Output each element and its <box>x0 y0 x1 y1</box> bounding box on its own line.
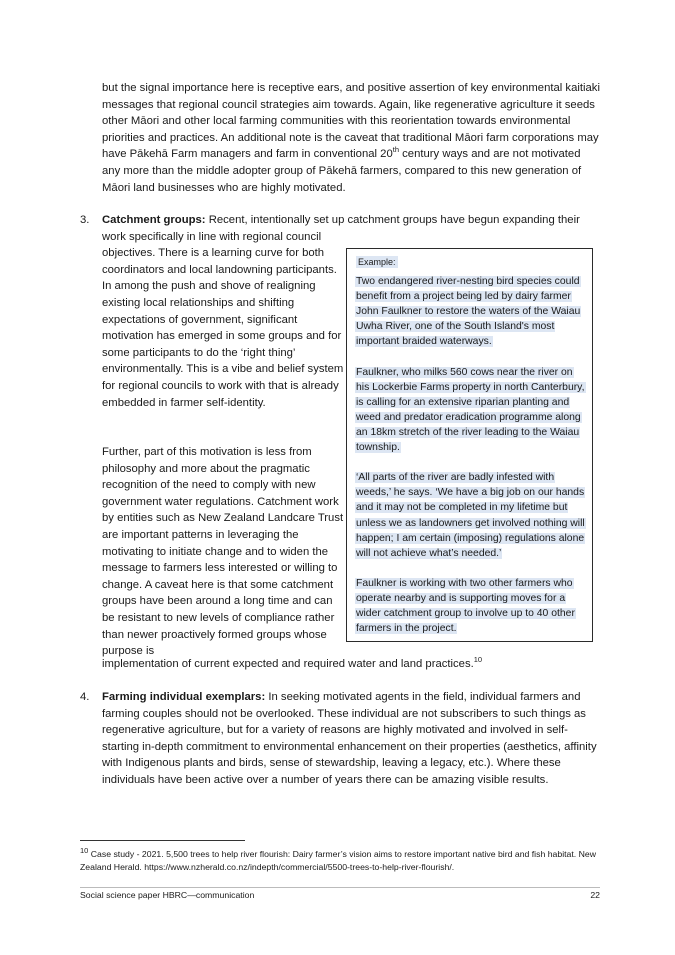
ordinal-superscript: th <box>392 145 400 155</box>
intro-paragraph-text: but the signal importance here is receptive ears, and positive assertion of key environmental kaitiaki messages that regional council strategies aim towards. Again, like regenerative agriculture it seeds other Māori and other local farming communities with this reorientation towards environmental priorities and practices. An additional note is the caveat that traditional Māori farm corporations may have Pākehā Farm managers and farm in conventional 20 <box>102 82 600 161</box>
list-number: 3. <box>80 214 90 226</box>
footnote-divider <box>80 840 245 841</box>
footer-title: Social science paper HBRC—communication <box>80 890 255 900</box>
list-item-first-line <box>102 212 600 229</box>
list-item-heading: Farming individual exemplars: <box>102 691 266 703</box>
list-item-text <box>102 689 600 789</box>
list-item-line: Recent, intentionally set up catchment groups have begun expanding their <box>205 214 580 226</box>
example-paragraph <box>355 470 585 561</box>
list-item-last-line-text: implementation of current expected and required water and land practices. <box>102 658 474 670</box>
list-item-last-line <box>102 656 600 673</box>
footnote-number: 10 <box>80 846 89 856</box>
intro-paragraph-tail: century ways and are not motivated any more than the middle adopter group of Pākehā farmers, compared to this new generation of Māori land businesses who are highly motivated. <box>102 148 582 194</box>
example-paragraph <box>355 274 585 349</box>
footnote-text: Case study - 2021. 5,500 trees to help river flourish: Dairy farmer’s vision aims to restore important native bird and fish habitat. New Zealand Herald. https://www.nzherald.co.nz/indepth/commercial/5500-trees-to-help-river-flourish/. <box>80 849 596 872</box>
example-body <box>355 274 585 651</box>
example-box <box>346 248 593 642</box>
example-paragraph-text: ‘All parts of the river are badly infested with weeds,’ he says. ‘We have a big job on our hands and it may not be completed in my lifetime but unless we as landowners get involved nothing will happen; I am certain (imposing) regulations alone will not achieve what’s needed.’ <box>356 472 585 559</box>
intro-paragraph <box>102 80 600 196</box>
list-item-heading: Catchment groups: <box>102 214 206 226</box>
footnote-reference[interactable]: 10 <box>473 655 483 665</box>
example-paragraph-text: Two endangered river-nesting bird species could benefit from a project being led by dairy farmer John Faulkner to restore the waters of the Waiau Uwha River, one of the South Island's most important braided waterways. <box>356 276 581 348</box>
example-paragraph <box>355 576 585 636</box>
wrapped-paragraph-2: Further, part of this motivation is less from philosophy and more about the pragmatic recognition of the need to comply with new government water regulations. Catchment work by entities such as New Zealand Landcare Trust are important patterns in leveraging the motivating to initiate change and to widen the message to farmers less interested or willing to change. A caveat here is that some catchment groups have been around a long time and can be resistant to new levels of compliance rather than newer proactively formed groups whose purpose is <box>102 446 344 658</box>
wrapped-paragraph-1: work specifically in line with regional council objectives. There is a learning curve for both coordinators and local landowning participants. In among the push and shove of realigning existing local relationships and shifting expectations of government, significant motivation has emerged in some groups and for some participants to do the ‘right thing’ environmentally. This is a vibe and belief system for regional councils to work with that is already embedded in farmer self-identity. <box>102 230 344 409</box>
page-number: 22 <box>590 890 600 900</box>
example-paragraph <box>355 365 585 456</box>
list-number: 4. <box>80 691 90 703</box>
example-label: Example: <box>358 257 396 267</box>
footnote <box>80 848 600 874</box>
example-paragraph-text: Faulkner, who milks 560 cows near the river on his Lockerbie Farms property in north Canterbury, is calling for an extensive riparian planting and weed and predator eradication programme along an 18km stretch of the river leading to the Waiau township. <box>356 366 585 454</box>
example-paragraph-text: Faulkner is working with two other farmers who operate nearby and is supporting moves for a wider catchment group to involve up to 40 other farmers in the project. <box>356 577 575 635</box>
footer-divider <box>80 887 600 888</box>
list-item-body: In seeking motivated agents in the field, individual farmers and farming couples should not be overlooked. These individual are not subscribers to such things as regenerative agriculture, but for a variety of reasons are highly motivated and involved in self-starting in-depth commitment to environmental enhancement on their properties (aesthetics, affinity with Indigenous plants and birds, sense of stewardship, leaving a legacy, etc.). Where these individuals have been active over a number of years there can be amazing visible results. <box>102 691 597 786</box>
